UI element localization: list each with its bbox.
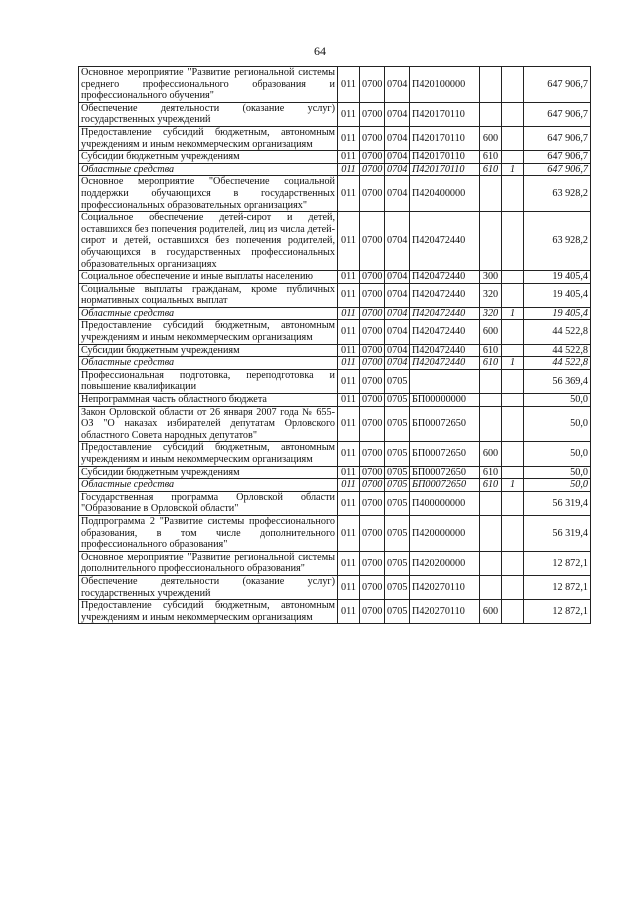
- source-code-cell: [502, 67, 524, 103]
- table-row: [79, 67, 591, 103]
- subsection-code-cell: 0704: [385, 283, 410, 307]
- target-code-cell: П420472440: [410, 212, 480, 271]
- subsection-code-cell: 0704: [385, 67, 410, 103]
- source-code-cell: [502, 102, 524, 126]
- target-code-cell: П420472440: [410, 271, 480, 284]
- row-name-cell: Социальные выплаты гражданам, кроме публичных нормативных социальных выплат: [79, 283, 338, 307]
- subsection-code-cell: 0704: [385, 212, 410, 271]
- amount-cell: 50,0: [524, 442, 591, 466]
- table-row: [79, 212, 591, 271]
- section-code-cell: 0700: [360, 320, 385, 344]
- amount-cell: 19 405,4: [524, 283, 591, 307]
- subsection-code-cell: 0704: [385, 307, 410, 320]
- expense-type-cell: [480, 67, 502, 103]
- expense-type-cell: 600: [480, 442, 502, 466]
- gov-code-cell: 011: [338, 357, 360, 370]
- gov-code-cell: 011: [338, 600, 360, 624]
- gov-code-cell: 011: [338, 394, 360, 407]
- target-code-cell: БП00072650: [410, 442, 480, 466]
- amount-cell: 63 928,2: [524, 212, 591, 271]
- section-code-cell: 0700: [360, 151, 385, 164]
- section-code-cell: 0700: [360, 466, 385, 479]
- row-name-cell: Подпрограмма 2 "Развитие системы профессионального образования, в том числе дополнительного профессионального образования": [79, 515, 338, 551]
- subsection-code-cell: 0705: [385, 479, 410, 492]
- row-name-cell: Областные средства: [79, 357, 338, 370]
- table-body: [79, 67, 591, 624]
- page-number: 64: [314, 44, 326, 58]
- table-row: [79, 479, 591, 492]
- gov-code-cell: 011: [338, 176, 360, 212]
- target-code-cell: П420100000: [410, 67, 480, 103]
- expense-type-cell: 600: [480, 126, 502, 150]
- table-row: [79, 176, 591, 212]
- source-code-cell: 1: [502, 307, 524, 320]
- row-name-cell: Субсидии бюджетным учреждениям: [79, 151, 338, 164]
- section-code-cell: 0700: [360, 551, 385, 575]
- section-code-cell: 0700: [360, 357, 385, 370]
- subsection-code-cell: 0705: [385, 406, 410, 442]
- target-code-cell: БП00072650: [410, 406, 480, 442]
- section-code-cell: 0700: [360, 406, 385, 442]
- amount-cell: 63 928,2: [524, 176, 591, 212]
- gov-code-cell: 011: [338, 212, 360, 271]
- expense-type-cell: 320: [480, 283, 502, 307]
- table-row: [79, 466, 591, 479]
- source-code-cell: [502, 151, 524, 164]
- row-name-cell: Предоставление субсидий бюджетным, автономным учреждениям и иным некоммерческим организациям: [79, 442, 338, 466]
- source-code-cell: [502, 442, 524, 466]
- table-row: [79, 600, 591, 624]
- amount-cell: 12 872,1: [524, 600, 591, 624]
- table-row: [79, 575, 591, 599]
- target-code-cell: П420000000: [410, 515, 480, 551]
- subsection-code-cell: 0704: [385, 126, 410, 150]
- section-code-cell: 0700: [360, 283, 385, 307]
- amount-cell: 647 906,7: [524, 163, 591, 176]
- gov-code-cell: 011: [338, 466, 360, 479]
- table-row: [79, 163, 591, 176]
- section-code-cell: 0700: [360, 442, 385, 466]
- source-code-cell: [502, 600, 524, 624]
- subsection-code-cell: 0704: [385, 102, 410, 126]
- row-name-cell: Государственная программа Орловской области "Образование в Орловской области": [79, 491, 338, 515]
- target-code-cell: П420400000: [410, 176, 480, 212]
- target-code-cell: [410, 369, 480, 393]
- amount-cell: 12 872,1: [524, 551, 591, 575]
- gov-code-cell: 011: [338, 151, 360, 164]
- gov-code-cell: 011: [338, 442, 360, 466]
- expense-type-cell: [480, 369, 502, 393]
- source-code-cell: [502, 283, 524, 307]
- table-row: [79, 151, 591, 164]
- row-name-cell: Областные средства: [79, 307, 338, 320]
- row-name-cell: Предоставление субсидий бюджетным, автономным учреждениям и иным некоммерческим организациям: [79, 600, 338, 624]
- table-row: [79, 394, 591, 407]
- section-code-cell: 0700: [360, 515, 385, 551]
- gov-code-cell: 011: [338, 67, 360, 103]
- source-code-cell: [502, 551, 524, 575]
- section-code-cell: 0700: [360, 575, 385, 599]
- row-name-cell: Социальное обеспечение и иные выплаты населению: [79, 271, 338, 284]
- source-code-cell: [502, 406, 524, 442]
- expense-type-cell: [480, 551, 502, 575]
- expense-type-cell: [480, 515, 502, 551]
- subsection-code-cell: 0704: [385, 320, 410, 344]
- target-code-cell: П420472440: [410, 307, 480, 320]
- subsection-code-cell: 0704: [385, 163, 410, 176]
- expense-type-cell: 610: [480, 344, 502, 357]
- section-code-cell: 0700: [360, 491, 385, 515]
- amount-cell: 647 906,7: [524, 151, 591, 164]
- gov-code-cell: 011: [338, 575, 360, 599]
- amount-cell: 44 522,8: [524, 344, 591, 357]
- source-code-cell: [502, 271, 524, 284]
- target-code-cell: П420170110: [410, 102, 480, 126]
- source-code-cell: 1: [502, 357, 524, 370]
- subsection-code-cell: 0705: [385, 551, 410, 575]
- section-code-cell: 0700: [360, 344, 385, 357]
- table-row: [79, 357, 591, 370]
- section-code-cell: 0700: [360, 479, 385, 492]
- table-row: [79, 283, 591, 307]
- expense-type-cell: 300: [480, 271, 502, 284]
- target-code-cell: П420472440: [410, 320, 480, 344]
- target-code-cell: БП00072650: [410, 479, 480, 492]
- subsection-code-cell: 0705: [385, 369, 410, 393]
- source-code-cell: [502, 394, 524, 407]
- subsection-code-cell: 0704: [385, 344, 410, 357]
- source-code-cell: [502, 369, 524, 393]
- expense-type-cell: 610: [480, 151, 502, 164]
- amount-cell: 50,0: [524, 394, 591, 407]
- expense-type-cell: 610: [480, 466, 502, 479]
- expense-type-cell: 320: [480, 307, 502, 320]
- target-code-cell: БП00072650: [410, 466, 480, 479]
- row-name-cell: Основное мероприятие "Развитие региональной системы дополнительного профессионального образования": [79, 551, 338, 575]
- row-name-cell: Областные средства: [79, 163, 338, 176]
- amount-cell: 44 522,8: [524, 357, 591, 370]
- amount-cell: 12 872,1: [524, 575, 591, 599]
- expense-type-cell: 610: [480, 163, 502, 176]
- table-row: [79, 271, 591, 284]
- section-code-cell: 0700: [360, 67, 385, 103]
- section-code-cell: 0700: [360, 126, 385, 150]
- source-code-cell: 1: [502, 479, 524, 492]
- target-code-cell: П420270110: [410, 575, 480, 599]
- expense-type-cell: [480, 575, 502, 599]
- source-code-cell: [502, 126, 524, 150]
- target-code-cell: П420472440: [410, 283, 480, 307]
- table-row: [79, 307, 591, 320]
- target-code-cell: П420270110: [410, 600, 480, 624]
- source-code-cell: [502, 466, 524, 479]
- amount-cell: 50,0: [524, 466, 591, 479]
- target-code-cell: П420472440: [410, 344, 480, 357]
- target-code-cell: П420170110: [410, 163, 480, 176]
- row-name-cell: Закон Орловской области от 26 января 2007 года № 655-ОЗ "О наказах избирателей депутатам Орловского областного Совета народных депутатов": [79, 406, 338, 442]
- row-name-cell: Социальное обеспечение детей-сирот и детей, оставшихся без попечения родителей, лиц из числа детей-сирот и детей, оставшихся без попечения родителей, обучающихся в государственных профессиональных образовательных организациях: [79, 212, 338, 271]
- source-code-cell: [502, 515, 524, 551]
- expense-type-cell: 610: [480, 479, 502, 492]
- expense-type-cell: [480, 406, 502, 442]
- row-name-cell: Субсидии бюджетным учреждениям: [79, 466, 338, 479]
- amount-cell: 56 369,4: [524, 369, 591, 393]
- table-row: [79, 442, 591, 466]
- subsection-code-cell: 0705: [385, 394, 410, 407]
- amount-cell: 647 906,7: [524, 67, 591, 103]
- row-name-cell: Непрограммная часть областного бюджета: [79, 394, 338, 407]
- section-code-cell: 0700: [360, 394, 385, 407]
- subsection-code-cell: 0705: [385, 466, 410, 479]
- table-row: [79, 515, 591, 551]
- source-code-cell: [502, 176, 524, 212]
- target-code-cell: П420472440: [410, 357, 480, 370]
- subsection-code-cell: 0704: [385, 357, 410, 370]
- row-name-cell: Областные средства: [79, 479, 338, 492]
- subsection-code-cell: 0704: [385, 271, 410, 284]
- gov-code-cell: 011: [338, 551, 360, 575]
- table-row: [79, 320, 591, 344]
- expense-type-cell: [480, 176, 502, 212]
- expense-type-cell: [480, 212, 502, 271]
- amount-cell: 19 405,4: [524, 271, 591, 284]
- table-row: [79, 491, 591, 515]
- target-code-cell: П400000000: [410, 491, 480, 515]
- row-name-cell: Предоставление субсидий бюджетным, автономным учреждениям и иным некоммерческим организациям: [79, 126, 338, 150]
- table-row: [79, 102, 591, 126]
- target-code-cell: П420170110: [410, 126, 480, 150]
- amount-cell: 647 906,7: [524, 102, 591, 126]
- source-code-cell: [502, 320, 524, 344]
- subsection-code-cell: 0705: [385, 575, 410, 599]
- gov-code-cell: 011: [338, 406, 360, 442]
- amount-cell: 647 906,7: [524, 126, 591, 150]
- amount-cell: 19 405,4: [524, 307, 591, 320]
- subsection-code-cell: 0705: [385, 442, 410, 466]
- section-code-cell: 0700: [360, 102, 385, 126]
- row-name-cell: Профессиональная подготовка, переподготовка и повышение квалификации: [79, 369, 338, 393]
- gov-code-cell: 011: [338, 344, 360, 357]
- row-name-cell: Субсидии бюджетным учреждениям: [79, 344, 338, 357]
- section-code-cell: 0700: [360, 212, 385, 271]
- row-name-cell: Обеспечение деятельности (оказание услуг) государственных учреждений: [79, 102, 338, 126]
- source-code-cell: [502, 344, 524, 357]
- table-row: [79, 406, 591, 442]
- expense-type-cell: [480, 394, 502, 407]
- table-row: [79, 344, 591, 357]
- row-name-cell: Основное мероприятие "Развитие региональной системы среднего профессионального образования и профессионального обучения": [79, 67, 338, 103]
- subsection-code-cell: 0705: [385, 600, 410, 624]
- table-row: [79, 126, 591, 150]
- source-code-cell: 1: [502, 163, 524, 176]
- gov-code-cell: 011: [338, 491, 360, 515]
- subsection-code-cell: 0704: [385, 151, 410, 164]
- expense-type-cell: 600: [480, 320, 502, 344]
- target-code-cell: БП00000000: [410, 394, 480, 407]
- subsection-code-cell: 0704: [385, 176, 410, 212]
- gov-code-cell: 011: [338, 479, 360, 492]
- gov-code-cell: 011: [338, 320, 360, 344]
- source-code-cell: [502, 212, 524, 271]
- section-code-cell: 0700: [360, 271, 385, 284]
- row-name-cell: Основное мероприятие "Обеспечение социальной поддержки обучающихся в государственных профессиональных образовательных организациях": [79, 176, 338, 212]
- row-name-cell: Обеспечение деятельности (оказание услуг) государственных учреждений: [79, 575, 338, 599]
- expense-type-cell: 600: [480, 600, 502, 624]
- gov-code-cell: 011: [338, 307, 360, 320]
- source-code-cell: [502, 575, 524, 599]
- table-row: [79, 551, 591, 575]
- amount-cell: 44 522,8: [524, 320, 591, 344]
- section-code-cell: 0700: [360, 369, 385, 393]
- gov-code-cell: 011: [338, 126, 360, 150]
- subsection-code-cell: 0705: [385, 515, 410, 551]
- section-code-cell: 0700: [360, 600, 385, 624]
- expense-type-cell: [480, 491, 502, 515]
- gov-code-cell: 011: [338, 283, 360, 307]
- amount-cell: 56 319,4: [524, 515, 591, 551]
- target-code-cell: П420200000: [410, 551, 480, 575]
- budget-table: [78, 66, 591, 624]
- gov-code-cell: 011: [338, 515, 360, 551]
- source-code-cell: [502, 491, 524, 515]
- gov-code-cell: 011: [338, 163, 360, 176]
- expense-type-cell: [480, 102, 502, 126]
- row-name-cell: Предоставление субсидий бюджетным, автономным учреждениям и иным некоммерческим организациям: [79, 320, 338, 344]
- section-code-cell: 0700: [360, 163, 385, 176]
- table-row: [79, 369, 591, 393]
- subsection-code-cell: 0705: [385, 491, 410, 515]
- amount-cell: 56 319,4: [524, 491, 591, 515]
- expense-type-cell: 610: [480, 357, 502, 370]
- target-code-cell: П420170110: [410, 151, 480, 164]
- gov-code-cell: 011: [338, 369, 360, 393]
- gov-code-cell: 011: [338, 271, 360, 284]
- gov-code-cell: 011: [338, 102, 360, 126]
- amount-cell: 50,0: [524, 479, 591, 492]
- section-code-cell: 0700: [360, 176, 385, 212]
- amount-cell: 50,0: [524, 406, 591, 442]
- section-code-cell: 0700: [360, 307, 385, 320]
